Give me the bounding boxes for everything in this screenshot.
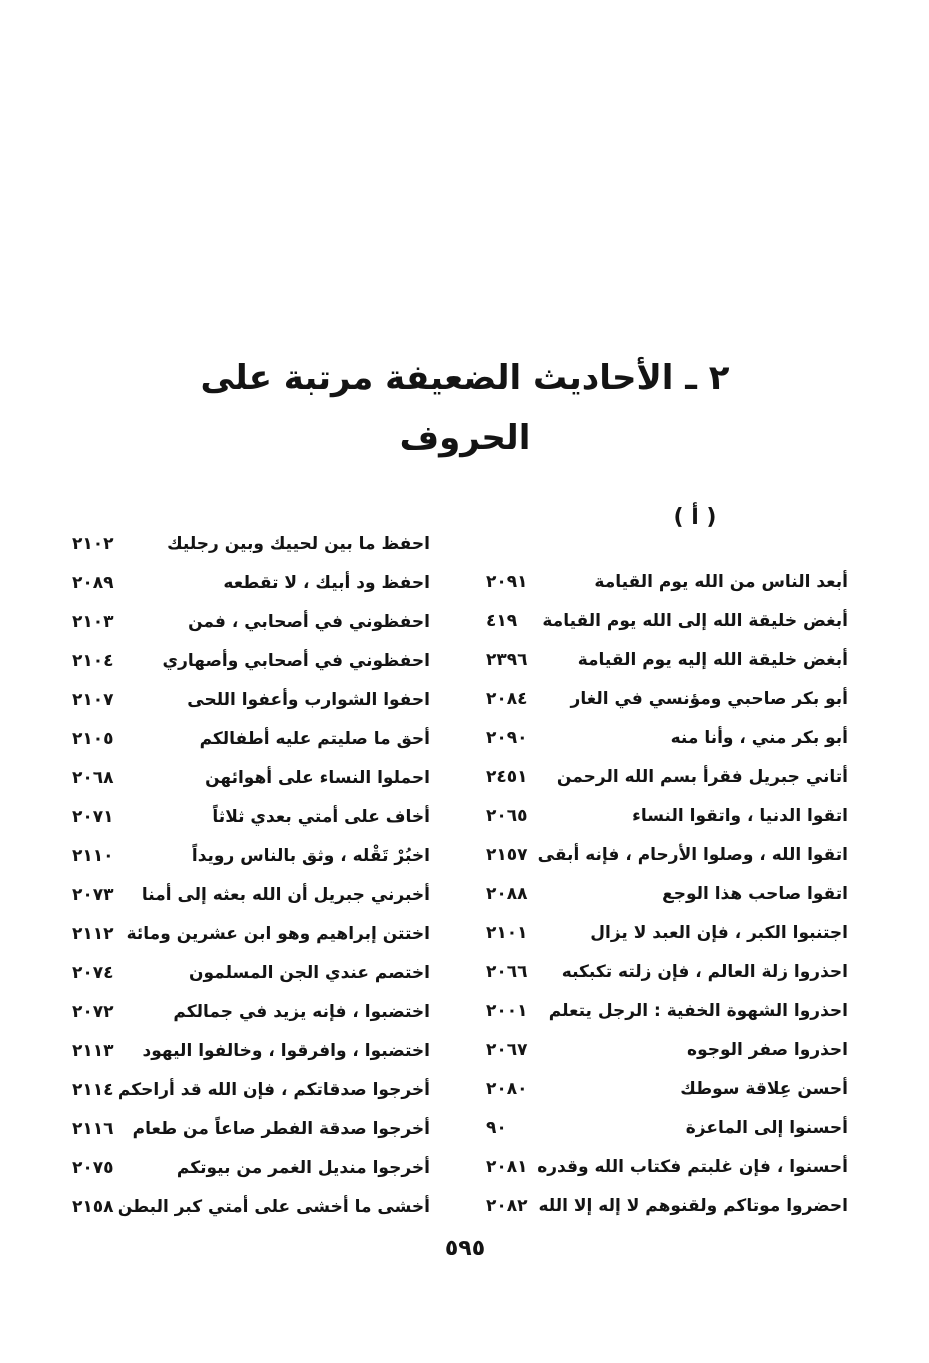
hadith-text: أخرجوا صدقاتكم ، فإن الله قد أراحكم	[117, 1080, 430, 1100]
hadith-text: أبعد الناس من الله يوم القيامة	[594, 572, 848, 592]
index-entry	[478, 994, 858, 1028]
hadith-number: ٢٠٧١	[72, 807, 114, 827]
index-entry	[60, 878, 440, 912]
index-entry	[478, 721, 858, 755]
hadith-number: ٢٠٠١	[486, 1001, 528, 1021]
index-entry	[478, 1111, 858, 1145]
hadith-number: ٢١٠٤	[72, 651, 114, 671]
hadith-text: اتقوا صاحب هذا الوجع	[662, 884, 848, 904]
hadith-number: ٢٠٧٢	[72, 1002, 114, 1022]
index-entry	[60, 995, 440, 1029]
hadith-text: احذروا زلة العالم ، فإن زلته تكبكبه	[561, 962, 848, 982]
hadith-text: اختضبوا ، وافرقوا ، وخالفوا اليهود	[142, 1041, 430, 1061]
index-entry	[478, 682, 858, 716]
hadith-text: احفظوني في أصحابي وأصهاري	[162, 651, 430, 671]
hadith-number: ٢١٠٥	[72, 729, 114, 749]
index-entry	[478, 799, 858, 833]
index-entry	[478, 1072, 858, 1106]
hadith-number: ٢٠٩٠	[486, 728, 528, 748]
hadith-text: احذروا الشهوة الخفية : الرجل يتعلم	[548, 1001, 848, 1021]
hadith-number: ٢١٥٧	[486, 845, 528, 865]
hadith-number: ٢٠٨٩	[72, 573, 114, 593]
hadith-text: اختضبوا ، فإنه يزيد في جمالكم	[173, 1002, 430, 1022]
index-entry	[60, 722, 440, 756]
hadith-text: أخرجوا منديل الغمر من بيوتكم	[176, 1158, 430, 1178]
index-entry	[60, 644, 440, 678]
hadith-text: أخشى ما أخشى على أمتي كبر البطن	[117, 1197, 430, 1217]
hadith-number: ٢٠٨٤	[486, 689, 528, 709]
hadith-number: ٢٠٨١	[486, 1157, 528, 1177]
index-entry	[60, 683, 440, 717]
index-entry	[478, 838, 858, 872]
hadith-text: أحق ما صليتم عليه أطفالكم	[199, 729, 430, 749]
hadith-text: احملوا النساء على أهوائهن	[205, 768, 430, 788]
index-entry	[478, 877, 858, 911]
index-entry	[478, 1150, 858, 1184]
index-entry	[60, 839, 440, 873]
hadith-text: أبغض خليقة الله إليه يوم القيامة	[577, 650, 848, 670]
hadith-text: أبغض خليقة الله إلى الله يوم القيامة	[542, 611, 848, 631]
hadith-number: ٢٠٨٨	[486, 884, 528, 904]
hadith-number: ٢١١٤	[72, 1080, 114, 1100]
index-entry	[60, 1112, 440, 1146]
hadith-text: أبو بكر مني ، وأنا منه	[670, 728, 848, 748]
hadith-text: اختتن إبراهيم وهو ابن عشرين ومائة	[126, 924, 430, 944]
hadith-number: ٩٠	[486, 1118, 507, 1138]
hadith-text: اختصم عندي الجن المسلمون	[189, 963, 430, 983]
hadith-number: ٢١١٦	[72, 1119, 114, 1139]
hadith-number: ٢٠٦٧	[486, 1040, 528, 1060]
index-entry	[60, 761, 440, 795]
hadith-text: أحسنوا إلى الماعزة	[685, 1118, 848, 1138]
index-entry	[478, 604, 858, 638]
index-entry	[60, 956, 440, 990]
hadith-number: ٢١٠٧	[72, 690, 114, 710]
index-entry	[478, 760, 858, 794]
hadith-text: أتاني جبريل فقرأ بسم الله الرحمن	[556, 767, 848, 787]
hadith-number: ٢٣٩٦	[486, 650, 528, 670]
hadith-number: ٢٠٦٥	[486, 806, 528, 826]
hadith-number: ٢٠٧٥	[72, 1158, 114, 1178]
page-number: ٥٩٥	[444, 1236, 486, 1261]
hadith-number: ٢٠٨٢	[486, 1196, 528, 1216]
hadith-number: ٢٠٦٦	[486, 962, 528, 982]
index-entry	[478, 565, 858, 599]
hadith-text: اجتنبوا الكبر ، فإن العبد لا يزال	[590, 923, 848, 943]
hadith-number: ٢٠٦٨	[72, 768, 114, 788]
index-entry	[478, 916, 858, 950]
chapter-title: ٢ ـ الأحاديث الضعيفة مرتبة على الحروف	[200, 358, 730, 458]
index-entry	[60, 1073, 440, 1107]
hadith-number: ٢٠٩١	[486, 572, 528, 592]
hadith-text: أبو بكر صاحبي ومؤنسي في الغار	[570, 689, 848, 709]
index-entry	[478, 1033, 858, 1067]
hadith-text: اتقوا الله ، وصلوا الأرحام ، فإنه أبقى	[537, 845, 848, 865]
index-entry	[478, 643, 858, 677]
hadith-number: ٢١٠٢	[72, 534, 114, 554]
hadith-text: احضروا موتاكم ولقنوهم لا إله إلا الله	[538, 1196, 848, 1216]
index-entry	[478, 955, 858, 989]
hadith-text: اخبُرْ تَقْله ، وثق بالناس رويداً	[191, 846, 430, 866]
hadith-number: ٢١١٣	[72, 1041, 114, 1061]
index-entry	[60, 1034, 440, 1068]
hadith-number: ٢٤٥١	[486, 767, 528, 787]
hadith-number: ٢١٠٣	[72, 612, 114, 632]
hadith-number: ٢١١٠	[72, 846, 114, 866]
index-entry	[60, 917, 440, 951]
hadith-text: أخبرني جبريل أن الله بعثه إلى أمنا	[141, 885, 430, 905]
index-entry	[60, 800, 440, 834]
index-entry	[60, 1190, 440, 1224]
index-entry	[478, 1189, 858, 1223]
index-entry	[60, 527, 440, 561]
hadith-number: ٢١١٢	[72, 924, 114, 944]
hadith-text: أحسنوا ، فإن غلبتم فكتاب الله وقدره	[537, 1157, 848, 1177]
index-entry	[60, 566, 440, 600]
hadith-number: ٢٠٧٣	[72, 885, 114, 905]
hadith-text: احفظ ما بين لحييك وبين رجليك	[167, 534, 430, 554]
section-letter: ( أ )	[673, 505, 717, 530]
hadith-text: احفوا الشوارب وأعفوا اللحى	[187, 690, 430, 710]
hadith-text: احفظوني في أصحابي ، فمن	[188, 612, 430, 632]
hadith-text: اتقوا الدنيا ، واتقوا النساء	[632, 806, 848, 826]
index-entry	[60, 605, 440, 639]
hadith-number: ٢١٠١	[486, 923, 528, 943]
hadith-text: احذروا صفر الوجوه	[687, 1040, 848, 1060]
hadith-text: أحسن عِلاقة سوطك	[680, 1079, 848, 1099]
hadith-number: ٤١٩	[486, 611, 518, 631]
hadith-text: أخاف على أمتي بعدي ثلاثاً	[212, 807, 430, 827]
hadith-number: ٢٠٧٤	[72, 963, 114, 983]
hadith-text: احفظ ود أبيك ، لا تقطعه	[223, 573, 430, 593]
hadith-number: ٢٠٨٠	[486, 1079, 528, 1099]
index-entry	[60, 1151, 440, 1185]
hadith-number: ٢١٥٨	[72, 1197, 114, 1217]
hadith-text: أخرجوا صدقة الفطر صاعاً من طعام	[132, 1119, 430, 1139]
